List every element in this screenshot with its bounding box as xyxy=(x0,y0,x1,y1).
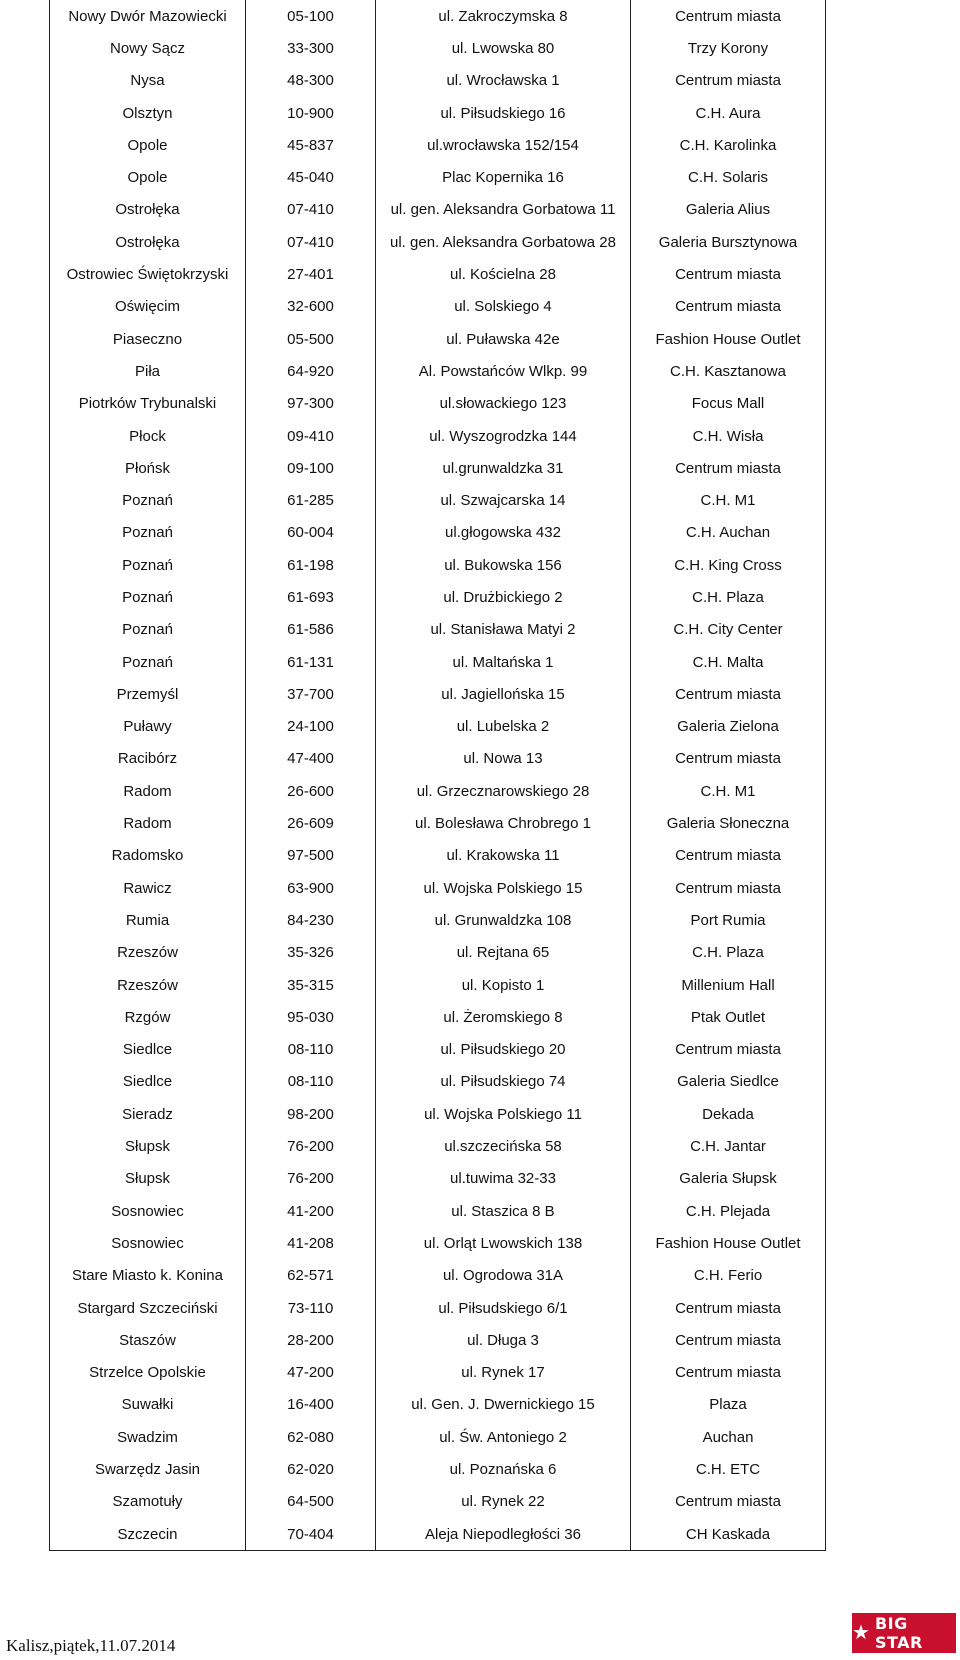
postal-code-cell: 97-300 xyxy=(246,388,376,420)
table-row xyxy=(50,969,826,1001)
address-cell: ul. Kopisto 1 xyxy=(376,969,631,1001)
address-cell: ul. Zakroczymska 8 xyxy=(376,0,631,32)
address-cell: ul. Nowa 13 xyxy=(376,743,631,775)
location-cell: Centrum miasta xyxy=(631,872,826,904)
table-row xyxy=(50,1098,826,1130)
address-cell: ul. Piłsudskiego 16 xyxy=(376,97,631,129)
location-cell: C.H. King Cross xyxy=(631,549,826,581)
table-row xyxy=(50,1066,826,1098)
brand-logo-text: BIG STAR xyxy=(874,1614,923,1652)
postal-code-cell: 61-693 xyxy=(246,581,376,613)
table-row xyxy=(50,775,826,807)
city-cell: Olsztyn xyxy=(50,97,246,129)
address-cell: ul. Ogrodowa 31A xyxy=(376,1260,631,1292)
postal-code-cell: 27-401 xyxy=(246,258,376,290)
table-row xyxy=(50,904,826,936)
postal-code-cell: 10-900 xyxy=(246,97,376,129)
city-cell: Piła xyxy=(50,355,246,387)
location-cell: CH Kaskada xyxy=(631,1518,826,1551)
star-icon: ★ xyxy=(852,1622,870,1644)
city-cell: Poznań xyxy=(50,646,246,678)
location-cell: C.H. Plejada xyxy=(631,1195,826,1227)
table-row xyxy=(50,1260,826,1292)
table-row xyxy=(50,291,826,323)
table-row xyxy=(50,1486,826,1518)
postal-code-cell: 63-900 xyxy=(246,872,376,904)
brand-logo xyxy=(852,1613,956,1653)
address-cell: ul. Rejtana 65 xyxy=(376,937,631,969)
table-row xyxy=(50,355,826,387)
city-cell: Ostrołęka xyxy=(50,194,246,226)
table-row xyxy=(50,1034,826,1066)
location-cell: Plaza xyxy=(631,1389,826,1421)
city-cell: Radom xyxy=(50,807,246,839)
address-cell: Al. Powstańców Wlkp. 99 xyxy=(376,355,631,387)
postal-code-cell: 62-020 xyxy=(246,1453,376,1485)
address-cell: ul. Gen. J. Dwernickiego 15 xyxy=(376,1389,631,1421)
address-cell: ul. Grunwaldzka 108 xyxy=(376,904,631,936)
location-cell: Centrum miasta xyxy=(631,291,826,323)
location-cell: Centrum miasta xyxy=(631,1486,826,1518)
city-cell: Poznań xyxy=(50,517,246,549)
postal-code-cell: 84-230 xyxy=(246,904,376,936)
postal-code-cell: 60-004 xyxy=(246,517,376,549)
city-cell: Strzelce Opolskie xyxy=(50,1356,246,1388)
location-cell: Galeria Bursztynowa xyxy=(631,226,826,258)
address-cell: ul. Poznańska 6 xyxy=(376,1453,631,1485)
postal-code-cell: 41-200 xyxy=(246,1195,376,1227)
city-cell: Nowy Sącz xyxy=(50,32,246,64)
table-row xyxy=(50,323,826,355)
location-cell: Ptak Outlet xyxy=(631,1001,826,1033)
table-row xyxy=(50,1001,826,1033)
table-row xyxy=(50,0,826,32)
table-row xyxy=(50,1324,826,1356)
postal-code-cell: 07-410 xyxy=(246,226,376,258)
postal-code-cell: 62-080 xyxy=(246,1421,376,1453)
table-row xyxy=(50,678,826,710)
location-cell: Dekada xyxy=(631,1098,826,1130)
location-cell: C.H. Aura xyxy=(631,97,826,129)
postal-code-cell: 98-200 xyxy=(246,1098,376,1130)
table-row xyxy=(50,129,826,161)
city-cell: Puławy xyxy=(50,711,246,743)
postal-code-cell: 62-571 xyxy=(246,1260,376,1292)
city-cell: Swarzędz Jasin xyxy=(50,1453,246,1485)
table-row xyxy=(50,194,826,226)
city-cell: Radom xyxy=(50,775,246,807)
address-cell: ul. Puławska 42e xyxy=(376,323,631,355)
table-row xyxy=(50,1292,826,1324)
address-cell: ul. Jagiellońska 15 xyxy=(376,678,631,710)
table-row xyxy=(50,1130,826,1162)
address-cell: ul.szczecińska 58 xyxy=(376,1130,631,1162)
postal-code-cell: 08-110 xyxy=(246,1034,376,1066)
city-cell: Radomsko xyxy=(50,840,246,872)
postal-code-cell: 64-500 xyxy=(246,1486,376,1518)
city-cell: Ostrowiec Świętokrzyski xyxy=(50,258,246,290)
address-cell: ul. Rynek 17 xyxy=(376,1356,631,1388)
postal-code-cell: 95-030 xyxy=(246,1001,376,1033)
postal-code-cell: 28-200 xyxy=(246,1324,376,1356)
address-cell: ul. gen. Aleksandra Gorbatowa 11 xyxy=(376,194,631,226)
location-cell: C.H. ETC xyxy=(631,1453,826,1485)
city-cell: Staszów xyxy=(50,1324,246,1356)
footer-date-text: Kalisz,piątek,11.07.2014 xyxy=(6,1636,176,1655)
table-row xyxy=(50,161,826,193)
location-cell: Centrum miasta xyxy=(631,743,826,775)
postal-code-cell: 45-837 xyxy=(246,129,376,161)
address-cell: ul. Lwowska 80 xyxy=(376,32,631,64)
city-cell: Rawicz xyxy=(50,872,246,904)
postal-code-cell: 07-410 xyxy=(246,194,376,226)
address-cell: ul. Kościelna 28 xyxy=(376,258,631,290)
location-cell: Trzy Korony xyxy=(631,32,826,64)
city-cell: Nysa xyxy=(50,65,246,97)
city-cell: Słupsk xyxy=(50,1130,246,1162)
postal-code-cell: 48-300 xyxy=(246,65,376,97)
table-row xyxy=(50,581,826,613)
postal-code-cell: 35-326 xyxy=(246,937,376,969)
address-cell: ul. Żeromskiego 8 xyxy=(376,1001,631,1033)
location-cell: Galeria Słoneczna xyxy=(631,807,826,839)
location-cell: Centrum miasta xyxy=(631,1034,826,1066)
table-row xyxy=(50,1163,826,1195)
table-row xyxy=(50,1227,826,1259)
address-cell: ul. Wojska Polskiego 15 xyxy=(376,872,631,904)
city-cell: Racibórz xyxy=(50,743,246,775)
location-cell: C.H. Jantar xyxy=(631,1130,826,1162)
location-cell: Millenium Hall xyxy=(631,969,826,1001)
address-cell: Aleja Niepodległości 36 xyxy=(376,1518,631,1551)
location-cell: Centrum miasta xyxy=(631,1324,826,1356)
table-row xyxy=(50,1389,826,1421)
location-cell: Galeria Siedlce xyxy=(631,1066,826,1098)
location-cell: Centrum miasta xyxy=(631,258,826,290)
city-cell: Opole xyxy=(50,129,246,161)
address-cell: ul. Maltańska 1 xyxy=(376,646,631,678)
city-cell: Swadzim xyxy=(50,1421,246,1453)
postal-code-cell: 61-131 xyxy=(246,646,376,678)
table-row xyxy=(50,711,826,743)
location-cell: Centrum miasta xyxy=(631,1356,826,1388)
table-row xyxy=(50,1518,826,1551)
city-cell: Poznań xyxy=(50,484,246,516)
city-cell: Poznań xyxy=(50,614,246,646)
address-cell: ul. Piłsudskiego 20 xyxy=(376,1034,631,1066)
location-cell: C.H. M1 xyxy=(631,775,826,807)
address-cell: ul.grunwaldzka 31 xyxy=(376,452,631,484)
city-cell: Suwałki xyxy=(50,1389,246,1421)
address-cell: ul. gen. Aleksandra Gorbatowa 28 xyxy=(376,226,631,258)
location-cell: C.H. Malta xyxy=(631,646,826,678)
table-row xyxy=(50,646,826,678)
postal-code-cell: 73-110 xyxy=(246,1292,376,1324)
address-cell: ul. Szwajcarska 14 xyxy=(376,484,631,516)
city-cell: Sieradz xyxy=(50,1098,246,1130)
location-cell: Port Rumia xyxy=(631,904,826,936)
location-cell: C.H. Plaza xyxy=(631,937,826,969)
table-row xyxy=(50,452,826,484)
address-cell: Plac Kopernika 16 xyxy=(376,161,631,193)
table-row xyxy=(50,1356,826,1388)
table-row xyxy=(50,1421,826,1453)
address-cell: ul. Drużbickiego 2 xyxy=(376,581,631,613)
address-cell: ul. Piłsudskiego 6/1 xyxy=(376,1292,631,1324)
postal-code-cell: 76-200 xyxy=(246,1130,376,1162)
city-cell: Rumia xyxy=(50,904,246,936)
postal-code-cell: 70-404 xyxy=(246,1518,376,1551)
city-cell: Stargard Szczeciński xyxy=(50,1292,246,1324)
city-cell: Sosnowiec xyxy=(50,1195,246,1227)
address-cell: ul. Stanisława Matyi 2 xyxy=(376,614,631,646)
postal-code-cell: 35-315 xyxy=(246,969,376,1001)
table-row xyxy=(50,1453,826,1485)
location-cell: Centrum miasta xyxy=(631,65,826,97)
location-cell: Centrum miasta xyxy=(631,0,826,32)
store-list-body xyxy=(50,0,826,1551)
table-row xyxy=(50,872,826,904)
table-row xyxy=(50,517,826,549)
address-cell: ul. Solskiego 4 xyxy=(376,291,631,323)
postal-code-cell: 32-600 xyxy=(246,291,376,323)
city-cell: Rzeszów xyxy=(50,937,246,969)
city-cell: Oświęcim xyxy=(50,291,246,323)
postal-code-cell: 47-400 xyxy=(246,743,376,775)
postal-code-cell: 16-400 xyxy=(246,1389,376,1421)
address-cell: ul. Wrocławska 1 xyxy=(376,65,631,97)
city-cell: Płock xyxy=(50,420,246,452)
location-cell: Auchan xyxy=(631,1421,826,1453)
city-cell: Piaseczno xyxy=(50,323,246,355)
location-cell: C.H. Kasztanowa xyxy=(631,355,826,387)
location-cell: C.H. Ferio xyxy=(631,1260,826,1292)
location-cell: Centrum miasta xyxy=(631,840,826,872)
table-row xyxy=(50,614,826,646)
table-row xyxy=(50,420,826,452)
table-row xyxy=(50,484,826,516)
location-cell: Centrum miasta xyxy=(631,1292,826,1324)
address-cell: ul.głogowska 432 xyxy=(376,517,631,549)
location-cell: C.H. Karolinka xyxy=(631,129,826,161)
city-cell: Rzgów xyxy=(50,1001,246,1033)
location-cell: Galeria Zielona xyxy=(631,711,826,743)
address-cell: ul. Lubelska 2 xyxy=(376,711,631,743)
postal-code-cell: 76-200 xyxy=(246,1163,376,1195)
city-cell: Sosnowiec xyxy=(50,1227,246,1259)
address-cell: ul.wrocławska 152/154 xyxy=(376,129,631,161)
city-cell: Siedlce xyxy=(50,1034,246,1066)
table-row xyxy=(50,226,826,258)
location-cell: Galeria Alius xyxy=(631,194,826,226)
postal-code-cell: 61-285 xyxy=(246,484,376,516)
location-cell: C.H. Wisła xyxy=(631,420,826,452)
location-cell: C.H. M1 xyxy=(631,484,826,516)
city-cell: Ostrołęka xyxy=(50,226,246,258)
postal-code-cell: 41-208 xyxy=(246,1227,376,1259)
location-cell: Centrum miasta xyxy=(631,452,826,484)
postal-code-cell: 97-500 xyxy=(246,840,376,872)
postal-code-cell: 45-040 xyxy=(246,161,376,193)
city-cell: Siedlce xyxy=(50,1066,246,1098)
address-cell: ul. Bolesława Chrobrego 1 xyxy=(376,807,631,839)
location-cell: Fashion House Outlet xyxy=(631,323,826,355)
postal-code-cell: 33-300 xyxy=(246,32,376,64)
postal-code-cell: 26-609 xyxy=(246,807,376,839)
city-cell: Poznań xyxy=(50,549,246,581)
store-list-table xyxy=(49,0,826,1551)
address-cell: ul. Krakowska 11 xyxy=(376,840,631,872)
table-row xyxy=(50,937,826,969)
table-row xyxy=(50,97,826,129)
city-cell: Stare Miasto k. Konina xyxy=(50,1260,246,1292)
address-cell: ul. Długa 3 xyxy=(376,1324,631,1356)
location-cell: C.H. City Center xyxy=(631,614,826,646)
address-cell: ul. Rynek 22 xyxy=(376,1486,631,1518)
location-cell: Galeria Słupsk xyxy=(631,1163,826,1195)
city-cell: Przemyśl xyxy=(50,678,246,710)
postal-code-cell: 47-200 xyxy=(246,1356,376,1388)
postal-code-cell: 26-600 xyxy=(246,775,376,807)
postal-code-cell: 08-110 xyxy=(246,1066,376,1098)
city-cell: Płońsk xyxy=(50,452,246,484)
postal-code-cell: 61-586 xyxy=(246,614,376,646)
table-row xyxy=(50,32,826,64)
city-cell: Rzeszów xyxy=(50,969,246,1001)
location-cell: C.H. Solaris xyxy=(631,161,826,193)
postal-code-cell: 09-410 xyxy=(246,420,376,452)
table-row xyxy=(50,807,826,839)
city-cell: Szczecin xyxy=(50,1518,246,1551)
city-cell: Piotrków Trybunalski xyxy=(50,388,246,420)
city-cell: Słupsk xyxy=(50,1163,246,1195)
address-cell: ul. Orląt Lwowskich 138 xyxy=(376,1227,631,1259)
location-cell: Focus Mall xyxy=(631,388,826,420)
address-cell: ul. Wojska Polskiego 11 xyxy=(376,1098,631,1130)
address-cell: ul. Piłsudskiego 74 xyxy=(376,1066,631,1098)
postal-code-cell: 64-920 xyxy=(246,355,376,387)
location-cell: C.H. Auchan xyxy=(631,517,826,549)
table-row xyxy=(50,549,826,581)
table-row xyxy=(50,840,826,872)
table-row xyxy=(50,258,826,290)
city-cell: Poznań xyxy=(50,581,246,613)
postal-code-cell: 61-198 xyxy=(246,549,376,581)
postal-code-cell: 24-100 xyxy=(246,711,376,743)
city-cell: Opole xyxy=(50,161,246,193)
address-cell: ul.słowackiego 123 xyxy=(376,388,631,420)
address-cell: ul.tuwima 32-33 xyxy=(376,1163,631,1195)
city-cell: Szamotuły xyxy=(50,1486,246,1518)
city-cell: Nowy Dwór Mazowiecki xyxy=(50,0,246,32)
table-row xyxy=(50,743,826,775)
address-cell: ul. Św. Antoniego 2 xyxy=(376,1421,631,1453)
postal-code-cell: 37-700 xyxy=(246,678,376,710)
postal-code-cell: 05-500 xyxy=(246,323,376,355)
location-cell: Centrum miasta xyxy=(631,678,826,710)
postal-code-cell: 05-100 xyxy=(246,0,376,32)
address-cell: ul. Staszica 8 B xyxy=(376,1195,631,1227)
address-cell: ul. Grzecznarowskiego 28 xyxy=(376,775,631,807)
location-cell: Fashion House Outlet xyxy=(631,1227,826,1259)
address-cell: ul. Bukowska 156 xyxy=(376,549,631,581)
postal-code-cell: 09-100 xyxy=(246,452,376,484)
address-cell: ul. Wyszogrodzka 144 xyxy=(376,420,631,452)
table-row xyxy=(50,65,826,97)
table-row xyxy=(50,1195,826,1227)
table-row xyxy=(50,388,826,420)
location-cell: C.H. Plaza xyxy=(631,581,826,613)
